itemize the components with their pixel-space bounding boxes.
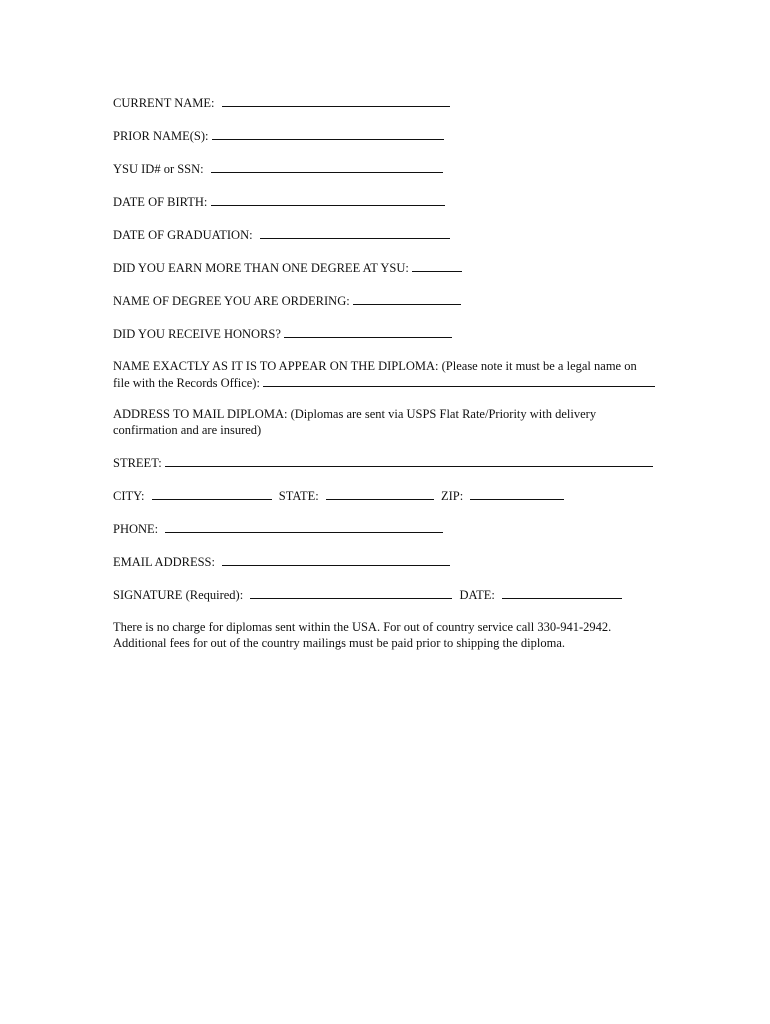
- address-instruction-line2: confirmation and are insured): [113, 423, 262, 437]
- prior-names-label: PRIOR NAME(S):: [113, 129, 209, 143]
- dob-field[interactable]: [211, 193, 445, 206]
- email-field[interactable]: [222, 553, 450, 566]
- address-instruction-line1: ADDRESS TO MAIL DIPLOMA: (Diplomas are sent via USPS Flat Rate/Priority with delivery: [113, 407, 597, 421]
- signature-row: [113, 586, 622, 603]
- city-label: CITY:: [113, 489, 145, 503]
- honors-field[interactable]: [284, 325, 452, 338]
- zip-label: ZIP:: [440, 489, 464, 503]
- state-field[interactable]: [326, 487, 434, 500]
- phone-row: [113, 520, 443, 537]
- shipping-notice-line2: Additional fees for out of the country mailings must be paid prior to shipping the diploma.: [113, 636, 566, 650]
- diploma-name-field[interactable]: [263, 374, 655, 387]
- prior-names-row: [113, 127, 444, 144]
- ysu-id-label: YSU ID# or SSN:: [113, 162, 204, 176]
- diploma-name-instruction: NAME EXACTLY AS IT IS TO APPEAR ON THE DIPLOMA: (Please note it must be a legal name on: [113, 359, 637, 373]
- degree-name-row: [113, 292, 461, 309]
- dob-row: [113, 193, 445, 210]
- degree-name-field[interactable]: [353, 292, 461, 305]
- dob-label: DATE OF BIRTH:: [113, 195, 208, 209]
- diploma-name-block: [113, 358, 655, 391]
- more-degree-row: [113, 259, 462, 276]
- address-instruction: [113, 406, 596, 438]
- more-degree-label: DID YOU EARN MORE THAN ONE DEGREE AT YSU:: [113, 261, 409, 275]
- ysu-id-field[interactable]: [211, 160, 443, 173]
- honors-label: DID YOU RECEIVE HONORS?: [113, 327, 281, 341]
- graduation-row: [113, 226, 450, 243]
- graduation-label: DATE OF GRADUATION:: [113, 228, 253, 242]
- prior-names-field[interactable]: [212, 127, 444, 140]
- diploma-name-label: file with the Records Office):: [113, 376, 260, 390]
- phone-field[interactable]: [165, 520, 443, 533]
- city-field[interactable]: [152, 487, 272, 500]
- street-label: STREET:: [113, 456, 162, 470]
- current-name-row: [113, 94, 450, 111]
- ysu-id-row: [113, 160, 443, 177]
- email-label: EMAIL ADDRESS:: [113, 555, 215, 569]
- more-degree-field[interactable]: [412, 259, 462, 272]
- current-name-label: CURRENT NAME:: [113, 96, 215, 110]
- city-state-zip-row: [113, 487, 564, 504]
- graduation-field[interactable]: [260, 226, 450, 239]
- phone-label: PHONE:: [113, 522, 159, 536]
- street-field[interactable]: [165, 454, 653, 467]
- diploma-name-row: [113, 374, 655, 391]
- shipping-notice-line1: There is no charge for diplomas sent within the USA. For out of country service call 330-941-2942.: [113, 620, 612, 634]
- signature-field[interactable]: [250, 586, 452, 599]
- degree-name-label: NAME OF DEGREE YOU ARE ORDERING:: [113, 294, 350, 308]
- signature-label: SIGNATURE (Required):: [113, 588, 244, 602]
- date-label: DATE:: [459, 588, 495, 602]
- street-row: [113, 454, 653, 471]
- date-field[interactable]: [502, 586, 622, 599]
- honors-row: [113, 325, 452, 342]
- email-row: [113, 553, 450, 570]
- zip-field[interactable]: [470, 487, 564, 500]
- current-name-field[interactable]: [222, 94, 450, 107]
- shipping-notice: [113, 619, 611, 651]
- state-label: STATE:: [278, 489, 319, 503]
